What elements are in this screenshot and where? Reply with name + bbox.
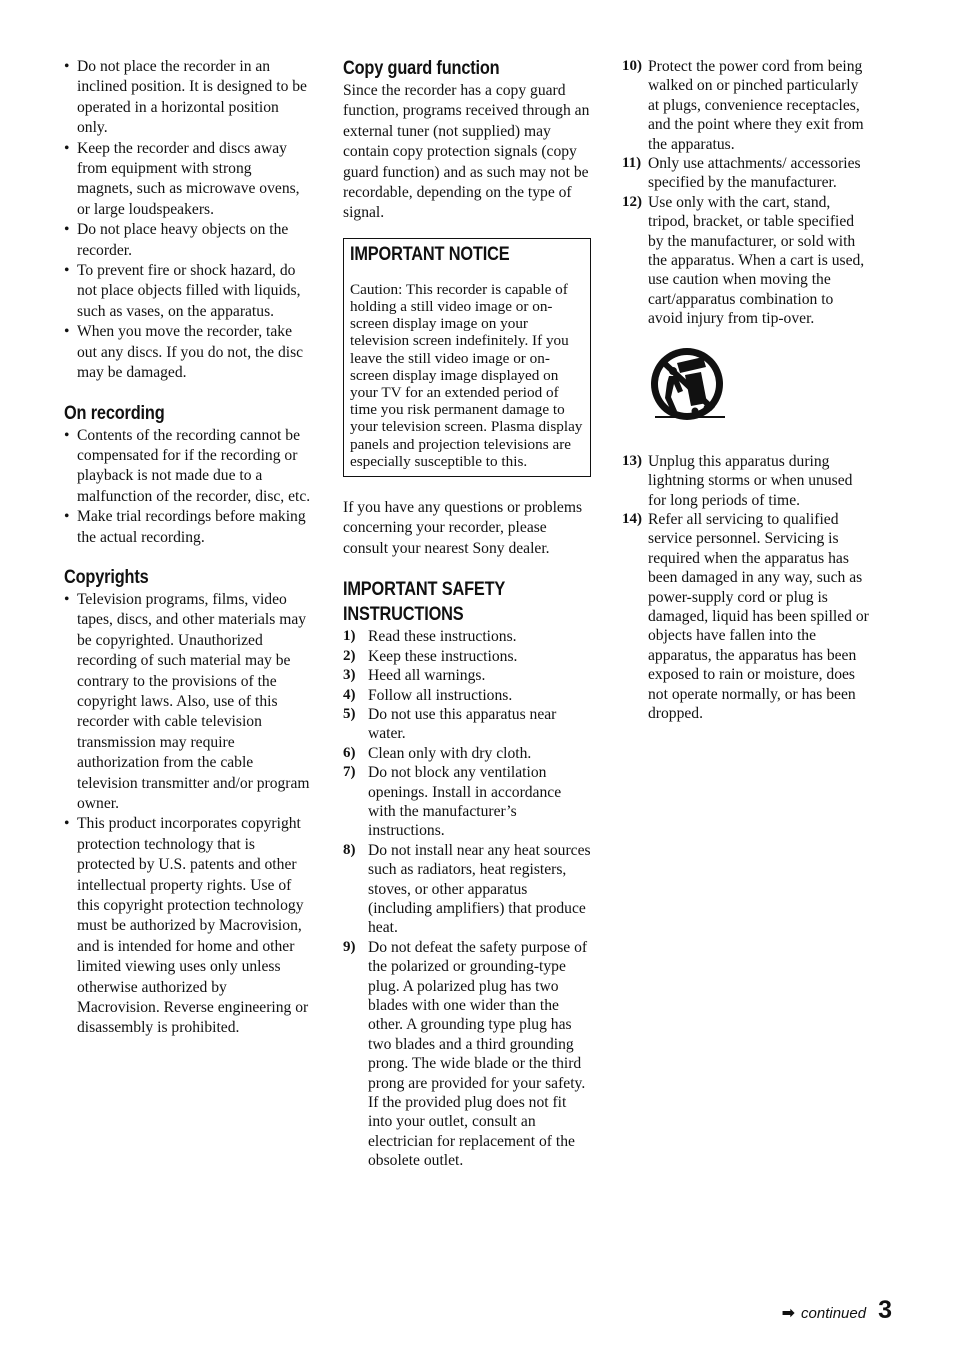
list-item	[343, 841, 591, 938]
continued-label: continued	[801, 1305, 867, 1322]
item-number: 9)	[343, 938, 356, 955]
item-number: 5)	[343, 705, 356, 722]
page-number: 3	[878, 1296, 892, 1324]
item-text: Do not block any ventilation openings. Install in accordance with the manufacturer’s instructions.	[368, 764, 562, 840]
item-number: 11)	[622, 155, 642, 172]
list-item	[622, 154, 870, 193]
safety-heading-line2: INSTRUCTIONS	[343, 604, 464, 626]
item-number: 14)	[622, 510, 642, 527]
copyrights-bullets	[64, 590, 311, 1039]
important-notice-box	[343, 238, 591, 477]
copy-guard-text: Since the recorder has a copy guard function, programs received through an external tuner (not supplied) may contain copy protection signals (copy guard function) and as such may not be recordable, depending on the type of signal.	[343, 82, 590, 222]
safety-instructions-list-end	[622, 452, 870, 724]
list-item	[343, 763, 591, 841]
list-item	[343, 666, 591, 685]
list-item	[343, 686, 591, 705]
list-item: • Television programs, films, video tapes, discs, and other materials may be copyrighted. Unauthorized recording of such material may be contrary to the provisions of the copyright laws. Also, use of this recorder with cable television transmission may require authorization from the cable television transmitter and/or program owner.	[64, 590, 311, 814]
list-item: • Make trial recordings before making the actual recording.	[64, 507, 311, 548]
item-number: 7)	[343, 764, 356, 781]
item-number: 3)	[343, 667, 356, 684]
list-item	[343, 705, 591, 744]
list-item	[622, 57, 870, 154]
item-text: Follow all instructions.	[368, 686, 513, 704]
column-right	[622, 57, 870, 723]
continued-arrow-icon: ➡	[781, 1303, 796, 1322]
questions-text: If you have any questions or problems concerning your recorder, please consult your nearest Sony dealer.	[343, 499, 583, 557]
list-item	[622, 510, 870, 723]
item-text: Do not use this apparatus near water.	[368, 705, 557, 743]
list-item	[343, 647, 591, 666]
item-number: 1)	[343, 628, 356, 645]
item-number: 8)	[343, 841, 356, 858]
item-number: 13)	[622, 452, 642, 469]
cart-tip-over-warning-icon	[647, 345, 727, 425]
safety-instructions-list-continued	[622, 57, 870, 329]
item-number: 10)	[622, 58, 642, 74]
item-text: Only use attachments/ accessories specified by the manufacturer.	[648, 155, 861, 192]
column-left	[64, 57, 311, 1039]
list-item: • This product incorporates copyright protection technology that is protected by U.S. patents and other intellectual property rights. Use of this copyright protection technology must be authorized by Macrovision, and is intended for home and other limited viewing uses only unless otherwise authorized by Macrovision. Reverse engineering or disassembly is prohibited.	[64, 814, 311, 1038]
item-number: 4)	[343, 686, 356, 703]
list-item: • To prevent fire or shock hazard, do not place objects filled with liquids, such as vases, on the apparatus.	[64, 261, 311, 322]
list-item	[622, 193, 870, 329]
item-text: Heed all warnings.	[368, 667, 486, 685]
safety-heading-line1: IMPORTANT SAFETY	[343, 579, 506, 601]
list-item	[343, 627, 591, 646]
item-text: Clean only with dry cloth.	[368, 744, 532, 762]
item-text: Read these instructions.	[368, 628, 517, 646]
safety-heading	[343, 577, 556, 627]
item-text: Refer all servicing to qualified service personnel. Servicing is required when the apparatus has been damaged in any way, such as power-supply cord or plug is damaged, liquid has been spilled or objects have fallen into the apparatus, the apparatus has been exposed to rain or moisture, does not operate normally, or has been dropped.	[648, 510, 869, 722]
copyrights-heading: Copyrights	[64, 566, 149, 588]
important-notice-heading: IMPORTANT NOTICE	[350, 243, 510, 265]
item-number: 12)	[622, 193, 642, 210]
on-recording-bullets	[64, 426, 311, 548]
list-item	[622, 452, 870, 510]
page-footer	[782, 1296, 892, 1325]
item-text: Do not defeat the safety purpose of the polarized or grounding-type plug. A polarized plug has two blades with one wider than the other. A grounding type plug has two blades and a third grounding prong. The wide blade or the third prong are provided for your safety. If the provided plug does not fit into your outlet, consult an electrician for replacement of the obsolete outlet.	[368, 938, 588, 1170]
item-text: Unplug this apparatus during lightning storms or when unused for long periods of time.	[648, 452, 853, 509]
list-item	[343, 938, 591, 1171]
item-number: 6)	[343, 744, 356, 761]
important-notice-text: Caution: This recorder is capable of holding a still video image or on-screen display image on your television screen indefinitely. If you leave the still video image or on-screen display image displayed on your TV for an extended period of time you risk permanent damage to your television screen. Plasma display panels and projection televisions are especially susceptible to this.	[350, 280, 583, 470]
handling-bullets	[64, 57, 311, 384]
column-middle	[343, 57, 591, 1171]
list-item: • Do not place heavy objects on the recorder.	[64, 220, 311, 261]
list-item	[343, 744, 591, 763]
list-item: • When you move the recorder, take out any discs. If you do not, the disc may be damaged.	[64, 322, 311, 383]
list-item: • Contents of the recording cannot be compensated for if the recording or playback is not made due to a malfunction of the recorder, disc, etc.	[64, 426, 311, 508]
on-recording-heading: On recording	[64, 402, 165, 424]
safety-instructions-list	[343, 627, 591, 1170]
item-number: 2)	[343, 647, 356, 664]
list-item: • Do not place the recorder in an inclined position. It is designed to be operated in a horizontal position only.	[64, 57, 311, 139]
list-item: • Keep the recorder and discs away from equipment with strong magnets, such as microwave ovens, or large loudspeakers.	[64, 139, 311, 221]
item-text: Keep these instructions.	[368, 647, 518, 665]
item-text: Do not install near any heat sources such as radiators, heat registers, stoves, or other apparatus (including amplifiers) that produce heat.	[368, 841, 591, 937]
item-text: Protect the power cord from being walked on or pinched particularly at plugs, convenience receptacles, and the point where they exit from the apparatus.	[648, 58, 864, 153]
item-text: Use only with the cart, stand, tripod, bracket, or table specified by the manufacturer, or sold with the apparatus. When a cart is used, use caution when moving the cart/apparatus combination to avoid injury from tip-over.	[648, 193, 865, 328]
copy-guard-heading: Copy guard function	[343, 58, 500, 79]
